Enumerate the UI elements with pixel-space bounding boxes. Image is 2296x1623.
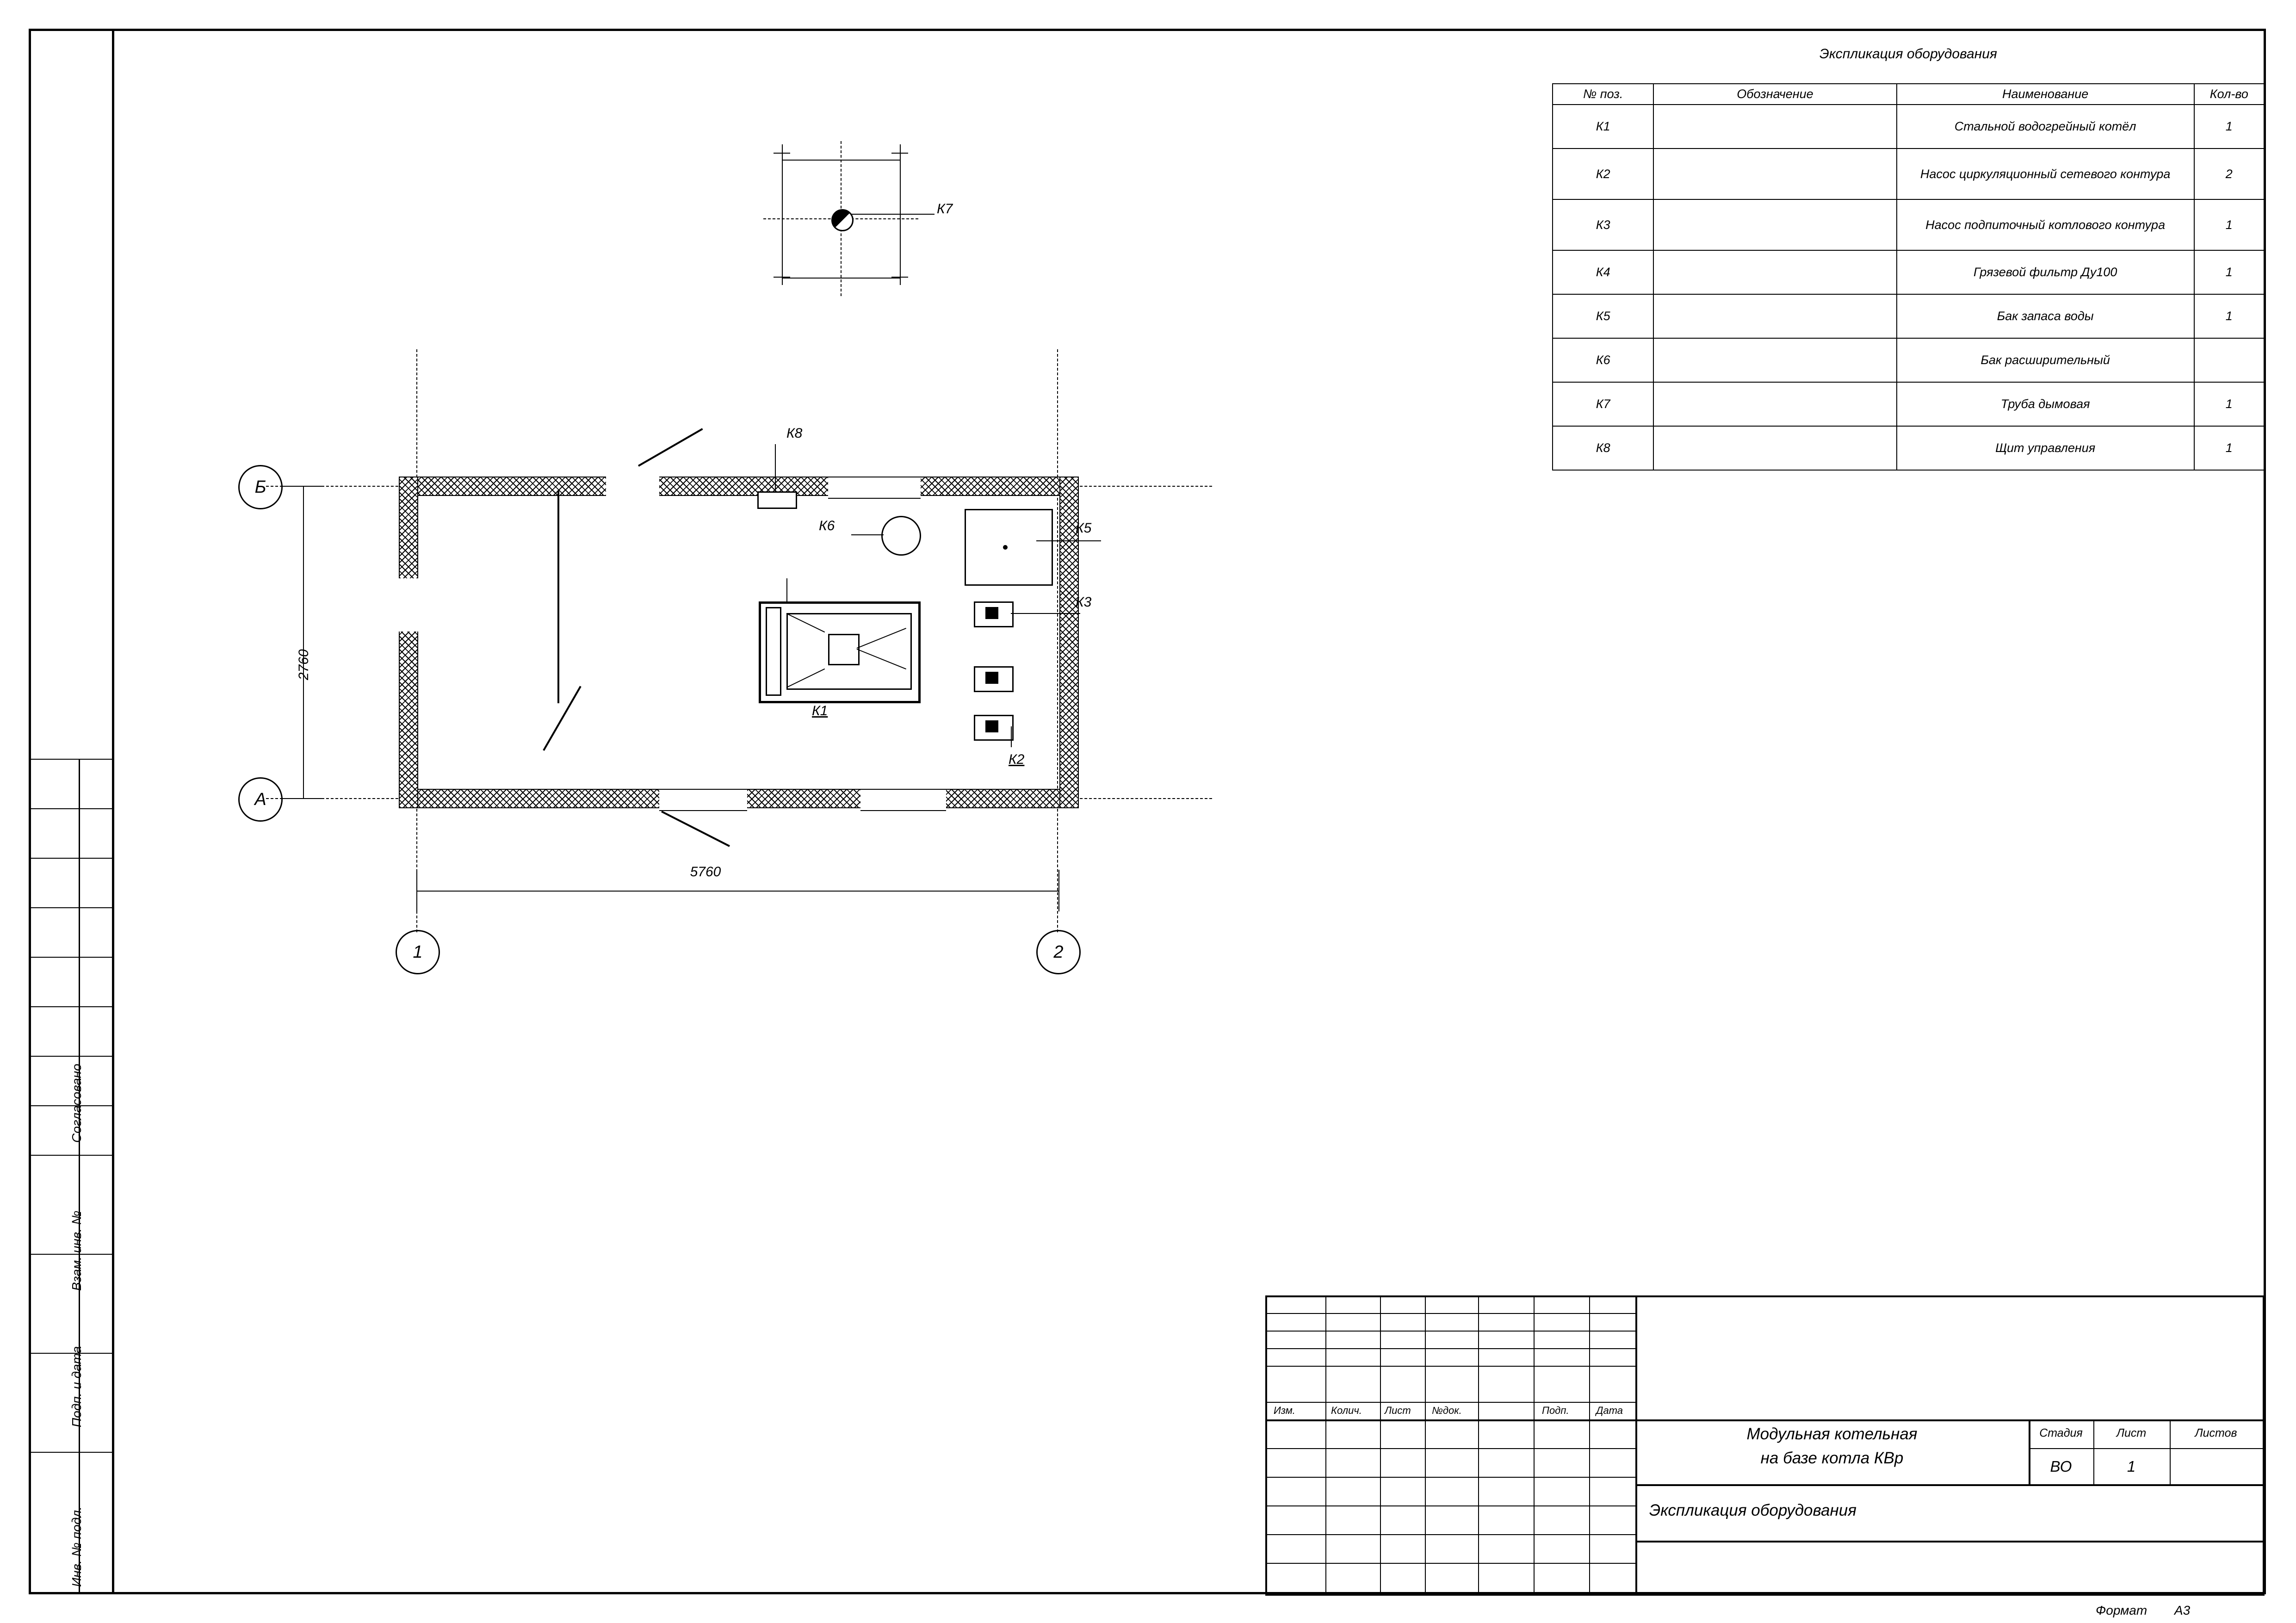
tb-line	[2263, 1295, 2265, 1594]
tb-line	[1478, 1295, 1479, 1594]
axis-bubble-2	[1036, 930, 1081, 974]
tb-line	[1265, 1348, 1635, 1349]
dim-tick-left	[416, 870, 417, 911]
tb-line	[1265, 1563, 1635, 1564]
tb-sheet-value: 1	[2127, 1458, 2136, 1475]
tb-header-ndoc: №док.	[1432, 1405, 1462, 1416]
table-header-row	[1553, 84, 2264, 105]
tb-doc-name: Экспликация оборудования	[1649, 1501, 1857, 1519]
tb-line	[1265, 1534, 1635, 1535]
tb-line	[1635, 1541, 2263, 1542]
table-row	[1553, 105, 2264, 149]
cell-designation	[1653, 149, 1896, 199]
door-opening-south-2	[860, 789, 946, 811]
tb-line	[1534, 1295, 1535, 1594]
wall-partition	[557, 490, 559, 703]
left-margin-rule	[29, 957, 114, 958]
left-margin-rule	[29, 1056, 114, 1057]
cell-designation	[1653, 382, 1896, 426]
callout-k8: К8	[786, 426, 803, 441]
left-margin-rule	[29, 858, 114, 859]
table-row	[1553, 426, 2264, 470]
tb-header-kolich: Колич.	[1331, 1405, 1362, 1416]
callout-k1: К1	[812, 703, 828, 719]
door-opening-west	[399, 578, 419, 632]
equipment-table	[1552, 83, 2265, 471]
dim-value-width: 5760	[690, 864, 721, 880]
callout-k3: К3	[1076, 595, 1092, 610]
axis-label-2: 2	[1053, 942, 1064, 962]
cell-designation	[1653, 338, 1896, 382]
cell-pos: К2	[1553, 149, 1653, 199]
leader-k2	[1011, 726, 1012, 747]
wall-north	[399, 477, 1079, 496]
leader-k8	[775, 444, 776, 493]
table-row	[1553, 294, 2264, 338]
col-header-qty: Кол-во	[2194, 84, 2264, 105]
cell-designation	[1653, 294, 1896, 338]
col-header-name: Наименование	[1897, 84, 2194, 105]
cell-qty: 1	[2194, 105, 2264, 149]
cell-name: Стальной водогрейный котёл	[1897, 105, 2194, 149]
tb-line	[1589, 1295, 1590, 1594]
tb-line	[1265, 1448, 1635, 1449]
tb-line	[2029, 1448, 2263, 1449]
tb-line	[1635, 1484, 2263, 1486]
tb-object-line1: Модульная котельная	[1746, 1425, 1918, 1443]
tb-line	[1635, 1295, 1637, 1594]
cell-name: Щит управления	[1897, 426, 2194, 470]
axis-label-b: Б	[254, 477, 266, 497]
leader-k3	[1011, 613, 1080, 614]
cell-pos: К1	[1553, 105, 1653, 149]
chimney-corner-mark	[900, 144, 901, 161]
left-margin-rule	[29, 907, 114, 908]
axis-label-1: 1	[413, 942, 423, 962]
cell-qty	[2194, 338, 2264, 382]
tb-header-list2: Лист	[2116, 1426, 2147, 1440]
left-margin-rule	[29, 1006, 114, 1007]
boiler-front-door	[766, 607, 781, 696]
leader-k6	[851, 534, 884, 535]
dim-tick-bottom	[282, 798, 324, 799]
tb-line	[1265, 1477, 1635, 1478]
tb-line	[1265, 1594, 2265, 1596]
callout-k7: К7	[937, 201, 953, 217]
cell-qty: 1	[2194, 294, 2264, 338]
boiler-connection	[786, 578, 787, 601]
tb-line	[2093, 1419, 2094, 1484]
tb-line	[1425, 1295, 1426, 1594]
left-margin-rule	[29, 808, 114, 809]
boiler-flue-box	[828, 634, 860, 665]
format-value: А3	[2174, 1603, 2191, 1617]
cell-name: Бак запаса воды	[1897, 294, 2194, 338]
left-margin-label-soglasovano: Согласовано	[69, 1064, 84, 1143]
tb-line	[2170, 1419, 2171, 1484]
cell-name: Насос подпиточный котлового контура	[1897, 199, 2194, 250]
tb-header-stadia: Стадия	[2039, 1426, 2083, 1440]
pump-k2-b-motor	[985, 720, 998, 732]
tb-header-podp: Подп.	[1542, 1405, 1569, 1416]
water-tank-k5	[965, 509, 1053, 586]
cell-pos: К4	[1553, 250, 1653, 294]
door-opening-south-1	[659, 789, 747, 811]
tb-line	[1265, 1331, 1635, 1332]
door-opening-north-2	[828, 477, 921, 499]
tb-header-listov: Листов	[2195, 1426, 2237, 1440]
callout-k2: К2	[1009, 752, 1025, 767]
callout-k6: К6	[819, 518, 835, 533]
cell-pos: К3	[1553, 199, 1653, 250]
left-margin-divider	[79, 759, 80, 1594]
axis-bubble-a	[238, 777, 283, 822]
expansion-tank-k6	[881, 516, 921, 556]
left-margin-rule	[29, 1452, 114, 1453]
chimney-corner-mark	[900, 268, 901, 285]
tank-center-mark	[1003, 545, 1008, 550]
axis-bubble-1	[396, 930, 440, 974]
tb-line	[1265, 1402, 1635, 1403]
cell-name: Бак расширительный	[1897, 338, 2194, 382]
cell-qty: 1	[2194, 426, 2264, 470]
tb-line	[1265, 1295, 2265, 1297]
leader-k5	[1036, 540, 1101, 541]
table-row	[1553, 199, 2264, 250]
cell-designation	[1653, 426, 1896, 470]
left-margin-label-podp: Подп. и дата	[69, 1346, 84, 1427]
equipment-table-title: Экспликация оборудования	[1819, 46, 1997, 62]
axis-label-a: А	[254, 789, 266, 809]
dim-value-height: 2760	[296, 649, 311, 680]
col-header-designation: Обозначение	[1653, 84, 1896, 105]
tb-line	[1265, 1295, 1267, 1594]
cell-designation	[1653, 250, 1896, 294]
door-opening-north-1	[606, 477, 659, 497]
callout-k5: К5	[1076, 520, 1092, 536]
tb-object-line2: на базе котла КВр	[1760, 1449, 1904, 1467]
left-margin-rule	[29, 759, 114, 760]
cell-designation	[1653, 105, 1896, 149]
tb-stage-value: ВО	[2050, 1458, 2072, 1475]
tb-header-izm: Изм.	[1274, 1405, 1295, 1416]
table-row	[1553, 338, 2264, 382]
chimney-corner-mark	[782, 268, 783, 285]
tb-header-list: Лист	[1385, 1405, 1411, 1416]
chimney-leader	[851, 214, 934, 215]
title-block	[1265, 1295, 2265, 1594]
tb-line	[1265, 1366, 1635, 1367]
left-margin-label-inv: Инв. № подл.	[69, 1506, 84, 1587]
dim-line-vertical	[303, 486, 304, 798]
format-label: Формат	[2096, 1603, 2147, 1617]
cell-pos: К8	[1553, 426, 1653, 470]
cell-name: Насос циркуляционный сетевого контура	[1897, 149, 2194, 199]
table-row	[1553, 382, 2264, 426]
axis-line-2	[1057, 349, 1058, 932]
dim-tick-top	[282, 486, 324, 487]
tb-line	[1325, 1295, 1326, 1594]
pump-k2-a-motor	[985, 672, 998, 684]
cell-qty: 1	[2194, 382, 2264, 426]
pump-k3-motor	[985, 607, 998, 619]
chimney-corner-mark	[782, 144, 783, 161]
cell-pos: К6	[1553, 338, 1653, 382]
dim-tick-right	[1058, 870, 1059, 911]
col-header-pos: № поз.	[1553, 84, 1653, 105]
table-row	[1553, 250, 2264, 294]
cell-pos: К5	[1553, 294, 1653, 338]
cell-name: Грязевой фильтр Ду100	[1897, 250, 2194, 294]
dim-line-horizontal	[416, 891, 1059, 892]
left-margin-label-vzam: Взам. инв. №	[69, 1210, 84, 1291]
tb-header-data: Дата	[1596, 1405, 1623, 1416]
left-margin-rule	[29, 1155, 114, 1156]
cell-designation	[1653, 199, 1896, 250]
tb-line	[2029, 1419, 2030, 1484]
tb-line	[1380, 1295, 1381, 1594]
tb-line	[1265, 1505, 1635, 1506]
chimney-symbol	[831, 209, 854, 231]
cell-qty: 2	[2194, 149, 2264, 199]
control-panel-k8	[757, 491, 797, 509]
cell-qty: 1	[2194, 250, 2264, 294]
cell-name: Труба дымовая	[1897, 382, 2194, 426]
tb-line	[1265, 1313, 1635, 1314]
table-row	[1553, 149, 2264, 199]
tb-line	[1265, 1419, 2263, 1421]
wall-west	[399, 477, 418, 808]
cell-pos: К7	[1553, 382, 1653, 426]
axis-bubble-b	[238, 465, 283, 509]
cell-qty: 1	[2194, 199, 2264, 250]
